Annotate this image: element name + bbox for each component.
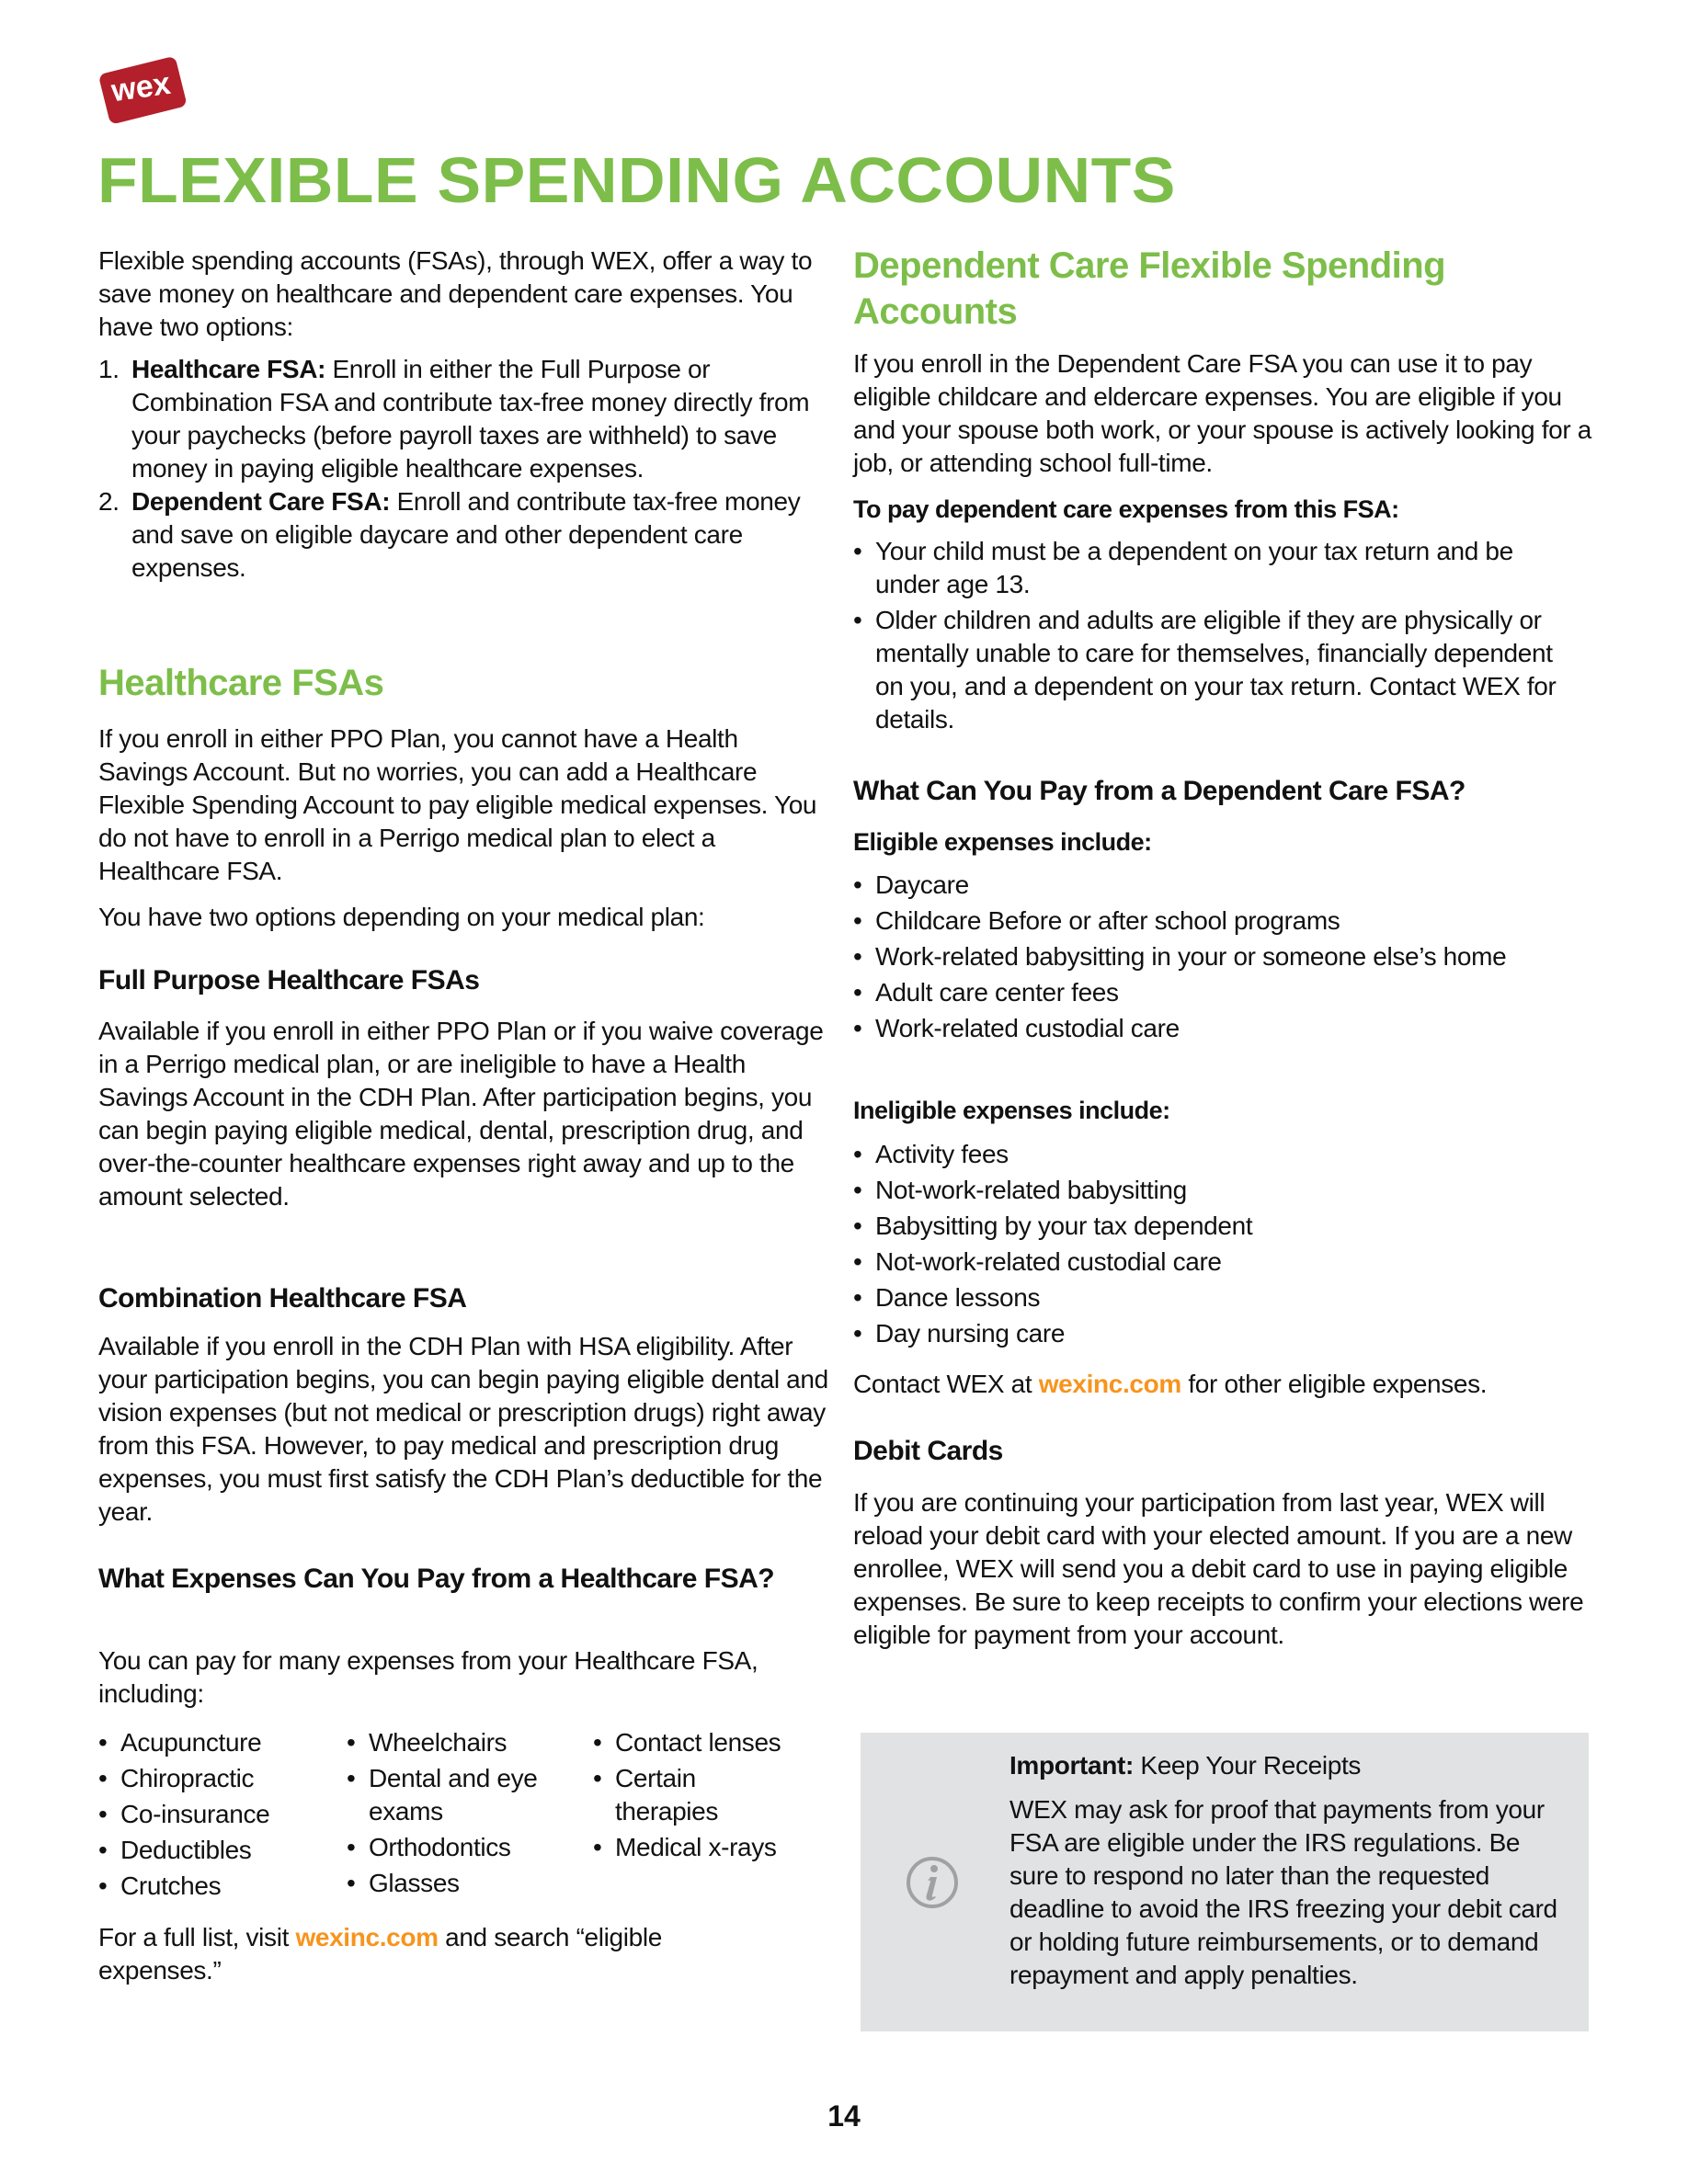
expenses-column-1 <box>98 1726 347 1905</box>
list-item: • Adult care center fees <box>853 976 1552 1009</box>
option-item <box>98 485 829 585</box>
dependent-care-paragraph: If you enroll in the Dependent Care FSA you can use it to pay eligible childcare and eldercare expenses. You are eligible if you and your spouse both work, or your spouse is actively looking for a job, or attending school full-time. <box>853 349 1591 477</box>
callout-content <box>1009 1749 1570 1992</box>
page-title: FLEXIBLE SPENDING ACCOUNTS <box>97 144 1176 216</box>
callout-title-text: Keep Your Receipts <box>1133 1751 1362 1780</box>
eligible-list <box>853 869 1552 1048</box>
list-item: • Dance lessons <box>853 1281 1598 1314</box>
list-item: • Medical x-rays <box>593 1831 823 1864</box>
option-text: Enroll and contribute tax-free money and save on eligible daycare and other dependent care expenses. <box>131 487 801 582</box>
list-item: • Older children and adults are eligible if they are physically or mentally unable to care for themselves, financially dependent on you, and a dependent on your tax return. Contact WEX for details. <box>853 604 1580 736</box>
list-item: • Daycare <box>853 869 1552 902</box>
list-item: • Childcare Before or after school programs <box>853 904 1552 938</box>
list-item: • Not-work-related babysitting <box>853 1174 1598 1207</box>
dependent-care-heading: Dependent Care Flexible Spending Accounts <box>853 245 1446 332</box>
contact-suffix: for other eligible expenses. <box>1180 1370 1488 1398</box>
list-item: • Work-related babysitting in your or someone else’s home <box>853 940 1552 973</box>
option-item <box>98 353 829 485</box>
expenses-intro: You can pay for many expenses from your Healthcare FSA, including: <box>98 1646 758 1708</box>
option-text: Enroll in either the Full Purpose or Combination FSA and contribute tax-free money directly from your paychecks (before payroll taxes are withheld) to save money in paying eligible healthcare expenses. <box>131 355 810 483</box>
full-purpose-heading: Full Purpose Healthcare FSAs <box>98 965 480 995</box>
list-item: • Dental and eye exams <box>347 1762 571 1828</box>
option-label: Dependent Care FSA: <box>131 487 391 516</box>
list-item: • Work-related custodial care <box>853 1012 1552 1045</box>
callout-text: WEX may ask for proof that payments from your FSA are eligible under the IRS regulations. Be sure to respond no later than the requested deadline to avoid the IRS freezing your debit card or holding future reimbursements, or to demand repayment and apply penalties. <box>1009 1795 1557 1989</box>
full-list-prefix: For a full list, visit <box>98 1923 296 1951</box>
contact-note <box>853 1368 1598 1401</box>
list-item: • Wheelchairs <box>347 1726 593 1759</box>
list-item: • Contact lenses <box>593 1726 823 1759</box>
list-item: • Your child must be a dependent on your tax return and be under age 13. <box>853 535 1580 601</box>
healthcare-paragraph <box>98 722 829 934</box>
list-item: • Glasses <box>347 1867 593 1900</box>
what-pay-heading: What Can You Pay from a Dependent Care FSA? <box>853 776 1466 806</box>
important-callout <box>861 1733 1589 2031</box>
list-item: • Certain therapies <box>593 1762 735 1828</box>
list-item: • Babysitting by your tax dependent <box>853 1210 1598 1243</box>
list-item: • Orthodontics <box>347 1831 593 1864</box>
healthcare-options-intro: You have two options depending on your medical plan: <box>98 903 705 931</box>
list-item: • Acupuncture <box>98 1726 347 1759</box>
option-label: Healthcare FSA: <box>131 355 326 383</box>
list-item: • Deductibles <box>98 1834 347 1867</box>
option-number: 2. <box>98 487 120 516</box>
debit-cards-paragraph: If you are continuing your participation from last year, WEX will reload your debit card with your elected amount. If you are a new enrollee, WEX will send you a debit card to use in paying eligible expenses. Be sure to keep receipts to confirm your elections were eligible for payment from your account. <box>853 1488 1584 1649</box>
combination-heading: Combination Healthcare FSA <box>98 1283 467 1314</box>
wex-logo <box>96 53 191 125</box>
contact-prefix: Contact WEX at <box>853 1370 1039 1398</box>
expenses-column-2 <box>347 1726 593 1905</box>
expenses-heading: What Expenses Can You Pay from a Healthcare FSA? <box>98 1564 775 1594</box>
eligible-heading: Eligible expenses include: <box>853 828 1152 856</box>
debit-cards-heading: Debit Cards <box>853 1436 1003 1466</box>
full-list-suffix: and search “eligible expenses.” <box>98 1923 662 1985</box>
to-pay-list <box>853 535 1580 739</box>
wexinc-link[interactable]: wexinc.com <box>295 1923 439 1951</box>
expenses-grid <box>98 1726 829 1905</box>
full-list-note <box>98 1921 760 1987</box>
healthcare-fsas-heading: Healthcare FSAs <box>98 663 384 703</box>
list-item: • Chiropractic <box>98 1762 347 1795</box>
list-item: • Activity fees <box>853 1138 1598 1171</box>
page-number: 14 <box>827 2099 861 2133</box>
combination-paragraph: Available if you enroll in the CDH Plan with HSA eligibility. After your participation begins, you can begin paying eligible dental and vision expenses (but not medical or prescription drugs) right away from this FSA. However, to pay medical and prescription drug expenses, you must first satisfy the CDH Plan’s deductible for the year. <box>98 1332 828 1526</box>
info-icon <box>905 1855 960 1910</box>
intro-text: Flexible spending accounts (FSAs), through WEX, offer a way to save money on healthcare and dependent care expenses. You have two options: <box>98 246 813 341</box>
ineligible-list <box>853 1138 1598 1353</box>
list-item: • Not-work-related custodial care <box>853 1246 1598 1279</box>
wexinc-link[interactable]: wexinc.com <box>1038 1370 1181 1398</box>
list-item: • Day nursing care <box>853 1317 1598 1350</box>
wex-logo-icon <box>96 53 191 125</box>
list-item: • Co-insurance <box>98 1798 347 1831</box>
ineligible-heading: Ineligible expenses include: <box>853 1097 1170 1124</box>
logo-text: wex <box>108 65 173 109</box>
fsa-options-list <box>98 353 829 585</box>
list-item: • Crutches <box>98 1870 347 1903</box>
full-purpose-paragraph: Available if you enroll in either PPO Plan or if you waive coverage in a Perrigo medical plan, or are ineligible to have a Health Savings Account in the CDH Plan. After participation begins, you can begin paying eligible medical, dental, prescription drug, and over-the-counter healthcare expenses right away and up to the amount selected. <box>98 1017 824 1211</box>
option-number: 1. <box>98 355 120 383</box>
healthcare-text: If you enroll in either PPO Plan, you cannot have a Health Savings Account. But no worries, you can add a Healthcare Flexible Spending Account to pay eligible medical expenses. You do not have to enroll in a Perrigo medical plan to elect a Healthcare FSA. <box>98 724 817 885</box>
expenses-column-3 <box>593 1726 823 1905</box>
callout-label: Important: <box>1009 1751 1134 1780</box>
to-pay-heading: To pay dependent care expenses from this FSA: <box>853 495 1399 523</box>
callout-title <box>1009 1749 1570 1782</box>
intro-paragraph <box>98 245 829 344</box>
